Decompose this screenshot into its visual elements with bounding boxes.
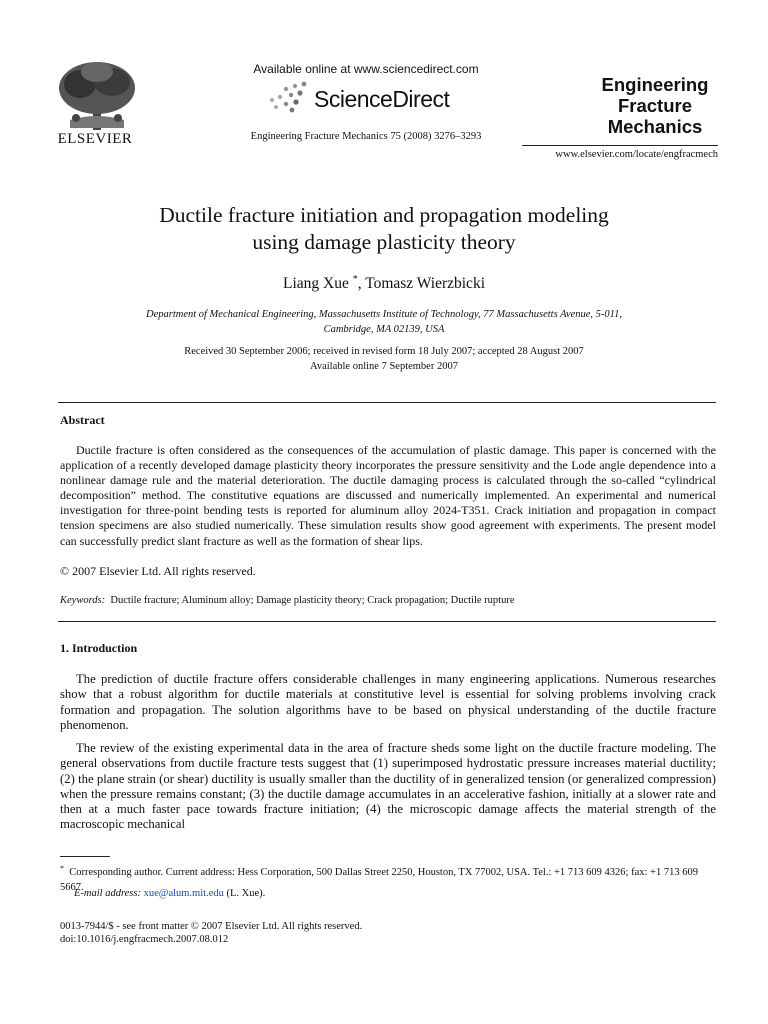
footnote-text: Corresponding author. Current address: Hess Corporation, 500 Dallas Street 2250, Houston, TX 77002, USA. Tel.: +1 713 609 4326; fax: +1 713 609 5667. [60, 867, 698, 893]
keywords [60, 595, 716, 606]
title-line: using damage plasticity theory [252, 230, 516, 254]
journal-citation: Engineering Fracture Mechanics 75 (2008) 3276–3293 [250, 131, 482, 142]
title-line: Ductile fracture initiation and propagation modeling [159, 203, 609, 227]
corresponding-author-mark[interactable]: * [352, 274, 358, 285]
footnote-mark: * [60, 864, 64, 873]
journal-title [578, 74, 732, 137]
article-title [60, 202, 708, 256]
author-list [60, 274, 708, 293]
sciencedirect-dots-icon [264, 80, 314, 114]
abstract-top-rule [58, 402, 716, 403]
paragraph: The prediction of ductile fracture offers considerable challenges in many engineering applications. Numerous researches show that a robust algorithm for ductile materials at constitutive level is essential for solving problems involving crack formation and propagation. The solution algorithms have to be based on physical understanding of the ductile fracture phenomenon. [60, 672, 716, 732]
received-dates: Received 30 September 2006; received in revised form 18 July 2007; accepted 28 August 2007 [184, 346, 584, 357]
available-online-text: Available online at www.sciencedirect.com [253, 62, 479, 76]
abstract-text: Ductile fracture is often considered as the consequences of the accumulation of plastic damage. This paper is concerned with the application of a recently developed damage plasticity theory incorporates the pressure sensitivity and the Lode angle dependence into a nonlinear damage rule and the material deterioration. The ductile damaging process is calculated through the so-called “cylindrical decomposition” method. The constitutive equations are discussed and numerically implemented. An experimental and numerical investigation for three-point bending tests is reported for aluminum alloy 2024-T351. Crack initiation and propagation in compact tension specimens are also studied numerically. These simulation results show good agreement with experiments. The present model can successfully predict slant fracture as well as the formation of shear lips. [60, 443, 716, 548]
front-matter-notice: 0013-7944/$ - see front matter © 2007 Elsevier Ltd. All rights reserved. [60, 921, 363, 932]
doi[interactable]: doi:10.1016/j.engfracmech.2007.08.012 [60, 934, 229, 945]
journal-title-line: Fracture [617, 95, 693, 116]
affiliation-line: Cambridge, MA 02139, USA [323, 324, 445, 335]
journal-homepage-link[interactable]: www.elsevier.com/locate/engfracmech [555, 149, 718, 160]
author-name[interactable]: , Tomasz Wierzbicki [357, 275, 485, 293]
abstract-copyright: © 2007 Elsevier Ltd. All rights reserved. [60, 564, 256, 578]
email-label: E-mail address: [74, 888, 141, 899]
section-heading: 1. Introduction [60, 641, 138, 655]
sciencedirect-logo-text: ScienceDirect [314, 86, 450, 112]
journal-title-line: Engineering [601, 74, 709, 95]
email-line [74, 888, 265, 899]
email-suffix: (L. Xue). [226, 888, 266, 899]
abstract-heading: Abstract [60, 413, 105, 427]
footnote-rule [60, 856, 110, 857]
affiliation [80, 307, 688, 337]
header-divider [522, 145, 718, 146]
author-name[interactable]: Liang Xue [282, 275, 349, 293]
keywords-list: Ductile fracture; Aluminum alloy; Damage plasticity theory; Crack propagation; Ductile rupture [110, 595, 515, 606]
available-online-date: Available online 7 September 2007 [310, 361, 458, 372]
paragraph: The review of the existing experimental data in the area of fracture sheds some light on the ductile fracture modeling. The general observations from ductile fracture tests suggest that (1) superimposed hydrostatic pressure increases material ductility; (2) the plane strain (or shear) ductility is usually smaller than the ductility of in generalized tension (or generalized compression) when the pressure remains constant; (3) the ductile damage accumulates in an accelerative fashion, initially at a slower rate and then at a much faster pace towards fracture initiation; (4) the microscopic damage affects the material strength of the macroscopic mechanical [60, 741, 716, 832]
article-history [80, 344, 688, 374]
email-link[interactable]: xue@alum.mit.edu [143, 888, 224, 899]
affiliation-line: Department of Mechanical Engineering, Massachusetts Institute of Technology, 77 Massachusetts Avenue, 5-011, [145, 309, 623, 320]
keywords-label: Keywords: [60, 595, 106, 606]
abstract-bottom-rule [58, 621, 716, 622]
journal-title-line: Mechanics [607, 116, 703, 137]
publisher-logo-text: ELSEVIER [57, 131, 133, 147]
